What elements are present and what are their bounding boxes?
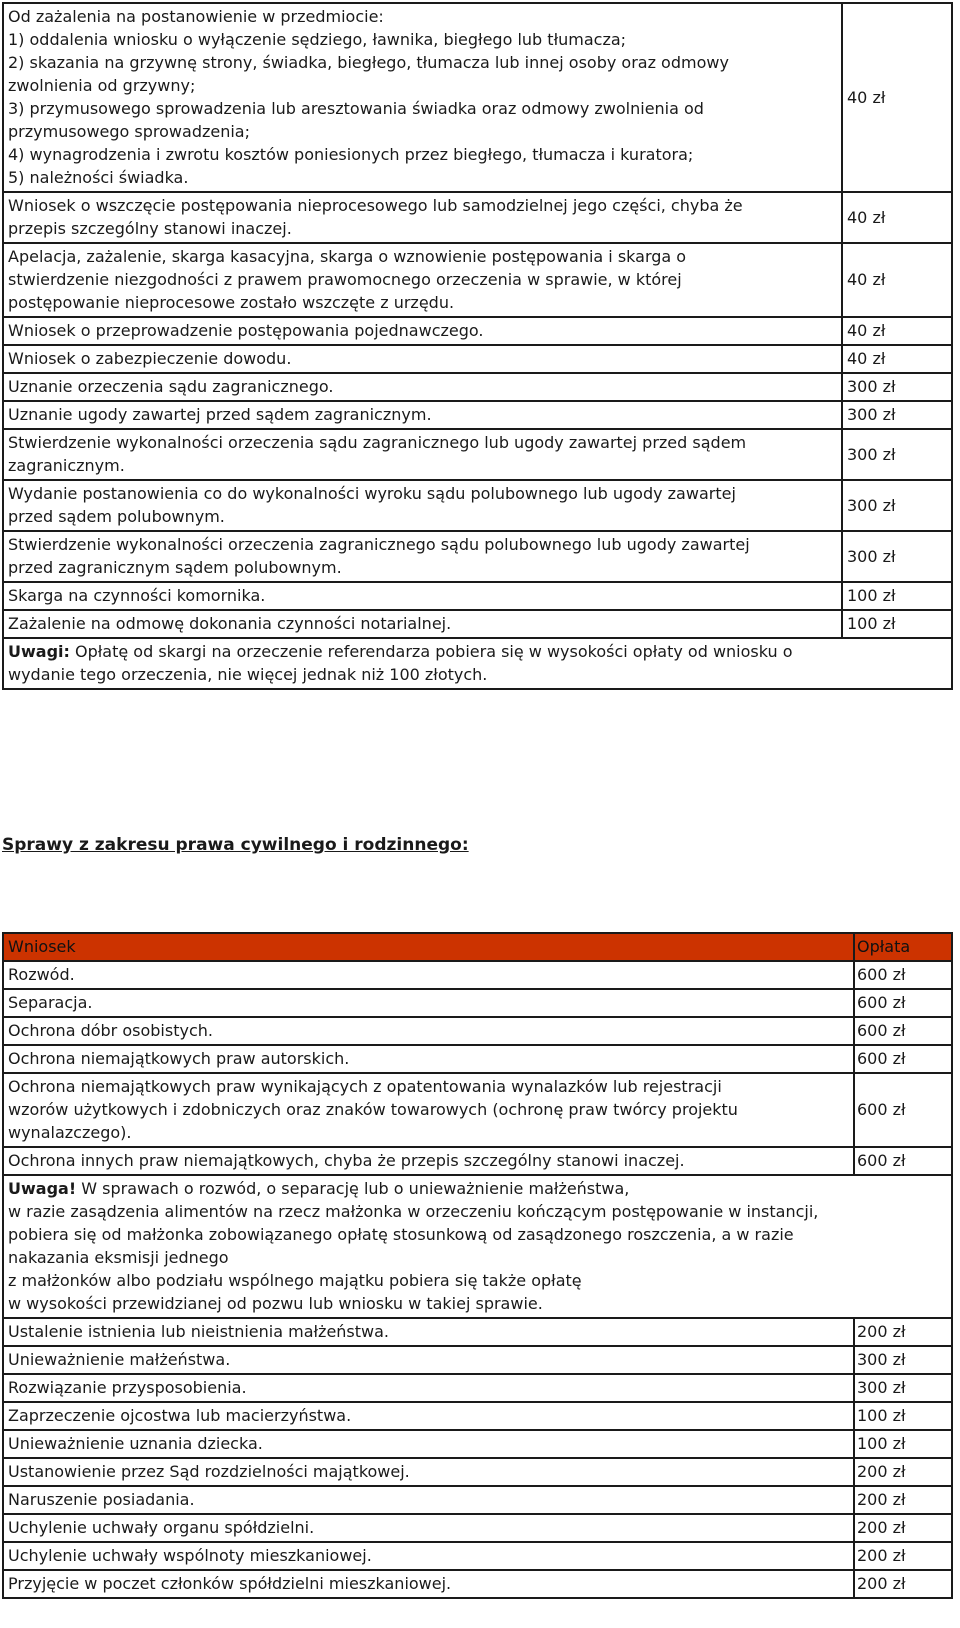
fee-cell: 100 zł xyxy=(842,610,952,638)
request-text-line: wynalazczego). xyxy=(8,1123,132,1142)
table-row xyxy=(3,1318,952,1346)
request-text-line: przepis szczególny stanowi inaczej. xyxy=(8,219,292,238)
fee-cell: 100 zł xyxy=(854,1402,952,1430)
fee-cell: 200 zł xyxy=(854,1542,952,1570)
table-row xyxy=(3,1486,952,1514)
fee-cell: 300 zł xyxy=(842,531,952,582)
fee-cell: 40 zł xyxy=(842,345,952,373)
table-row xyxy=(3,610,952,638)
request-cell xyxy=(3,401,842,429)
fee-table-civil-body-b xyxy=(3,1318,952,1598)
request-cell xyxy=(3,531,842,582)
request-text-line: Uznanie orzeczenia sądu zagranicznego. xyxy=(8,377,334,396)
request-text-line: Ustalenie istnienia lub nieistnienia małżeństwa. xyxy=(8,1322,390,1341)
fee-cell: 40 zł xyxy=(842,3,952,192)
fee-table-civil-family xyxy=(2,932,953,1599)
table-row xyxy=(3,961,952,989)
request-text-line: Przyjęcie w poczet członków spółdzielni mieszkaniowej. xyxy=(8,1574,452,1593)
request-cell xyxy=(3,345,842,373)
table-row xyxy=(3,1147,952,1175)
fee-cell: 600 zł xyxy=(854,961,952,989)
fee-cell: 300 zł xyxy=(842,480,952,531)
request-cell xyxy=(3,989,854,1017)
request-text-line: Stwierdzenie wykonalności orzeczenia zagranicznego sądu polubownego lub ugody zawartej xyxy=(8,535,750,554)
request-cell xyxy=(3,1374,854,1402)
header-fee: Opłata xyxy=(854,933,952,961)
request-text-line: przed sądem polubownym. xyxy=(8,507,225,526)
note-text-first: W sprawach o rozwód, o separację lub o unieważnienie małżeństwa, xyxy=(76,1179,630,1198)
request-text-line: zagranicznym. xyxy=(8,456,125,475)
request-text-line: 2) skazania na grzywnę strony, świadka, biegłego, tłumacza lub innej osoby oraz odmowy xyxy=(8,53,729,72)
table-row xyxy=(3,401,952,429)
request-text-line: Uchylenie uchwały wspólnoty mieszkaniowej. xyxy=(8,1546,372,1565)
request-text-line: zwolnienia od grzywny; xyxy=(8,76,196,95)
header-request: Wniosek xyxy=(3,933,854,961)
fee-cell: 600 zł xyxy=(854,1073,952,1147)
table-row xyxy=(3,243,952,317)
note-text-line: z małżonków albo podziału wspólnego majątku pobiera się także opłatę xyxy=(8,1271,582,1290)
table-header-row xyxy=(3,933,952,961)
request-cell xyxy=(3,1346,854,1374)
table-row xyxy=(3,1017,952,1045)
note-label: Uwaga! xyxy=(8,1179,77,1198)
fee-cell: 100 zł xyxy=(854,1430,952,1458)
note-label: Uwagi: xyxy=(8,642,70,661)
table-row xyxy=(3,192,952,243)
fee-cell: 200 zł xyxy=(854,1458,952,1486)
request-cell xyxy=(3,1147,854,1175)
request-cell xyxy=(3,243,842,317)
request-cell xyxy=(3,192,842,243)
request-text-line: Separacja. xyxy=(8,993,93,1012)
table-row xyxy=(3,345,952,373)
request-text-line: Zażalenie na odmowę dokonania czynności notarialnej. xyxy=(8,614,452,633)
request-cell xyxy=(3,610,842,638)
fee-cell: 200 zł xyxy=(854,1570,952,1598)
request-text-line: Ochrona innych praw niemajątkowych, chyba że przepis szczególny stanowi inaczej. xyxy=(8,1151,685,1170)
request-cell xyxy=(3,429,842,480)
fee-cell: 600 zł xyxy=(854,989,952,1017)
request-text-line: przymusowego sprowadzenia; xyxy=(8,122,250,141)
fee-table-general xyxy=(2,2,953,690)
table-row xyxy=(3,429,952,480)
table-note-row xyxy=(3,638,952,689)
request-text-line: postępowanie nieprocesowe zostało wszczęte z urzędu. xyxy=(8,293,455,312)
fee-table-civil-body-a xyxy=(3,961,952,1175)
request-text-line: wzorów użytkowych i zdobniczych oraz znaków towarowych (ochronę praw twórcy projektu xyxy=(8,1100,738,1119)
request-text-line: Rozwód. xyxy=(8,965,75,984)
request-text-line: Uznanie ugody zawartej przed sądem zagranicznym. xyxy=(8,405,432,424)
request-cell xyxy=(3,1073,854,1147)
table-row xyxy=(3,582,952,610)
request-text-line: Unieważnienie uznania dziecka. xyxy=(8,1434,263,1453)
request-cell xyxy=(3,1486,854,1514)
request-cell xyxy=(3,1542,854,1570)
note-text-line-1: Opłatę od skargi na orzeczenie referendarza pobiera się w wysokości opłaty od wniosku o xyxy=(69,642,793,661)
request-text-line: 3) przymusowego sprowadzenia lub aresztowania świadka oraz odmowy zwolnienia od xyxy=(8,99,704,118)
request-cell xyxy=(3,961,854,989)
request-text-line: Ochrona niemajątkowych praw autorskich. xyxy=(8,1049,350,1068)
table-row xyxy=(3,480,952,531)
request-text-line: Uchylenie uchwały organu spółdzielni. xyxy=(8,1518,315,1537)
table-row xyxy=(3,373,952,401)
request-text-line: Wniosek o zabezpieczenie dowodu. xyxy=(8,349,292,368)
request-text-line: Ochrona niemajątkowych praw wynikających z opatentowania wynalazków lub rejestracji xyxy=(8,1077,722,1096)
note-text-lines xyxy=(8,1200,947,1315)
request-cell xyxy=(3,1430,854,1458)
fee-cell: 300 zł xyxy=(854,1374,952,1402)
table-note-row xyxy=(3,1175,952,1318)
request-cell xyxy=(3,582,842,610)
request-cell xyxy=(3,1318,854,1346)
request-text-line: 4) wynagrodzenia i zwrotu kosztów poniesionych przez biegłego, tłumacza i kuratora; xyxy=(8,145,694,164)
fee-cell: 40 zł xyxy=(842,317,952,345)
table-row xyxy=(3,1514,952,1542)
request-cell xyxy=(3,1045,854,1073)
fee-cell: 600 zł xyxy=(854,1045,952,1073)
fee-cell: 600 zł xyxy=(854,1147,952,1175)
request-cell xyxy=(3,317,842,345)
table-row xyxy=(3,1402,952,1430)
request-cell xyxy=(3,1402,854,1430)
request-text-line: Apelacja, zażalenie, skarga kasacyjna, skarga o wznowienie postępowania i skarga o xyxy=(8,247,687,266)
request-text-line: przed zagranicznym sądem polubownym. xyxy=(8,558,342,577)
fee-cell: 100 zł xyxy=(842,582,952,610)
request-text-line: Wniosek o przeprowadzenie postępowania pojednawczego. xyxy=(8,321,484,340)
table-row xyxy=(3,1458,952,1486)
request-text-line: 1) oddalenia wniosku o wyłączenie sędziego, ławnika, biegłego lub tłumacza; xyxy=(8,30,627,49)
note-text-line: pobiera się od małżonka zobowiązanego opłatę stosunkową od zasądzonego roszczenia, a w razie xyxy=(8,1225,794,1244)
request-text-line: Naruszenie posiadania. xyxy=(8,1490,195,1509)
table-row xyxy=(3,1430,952,1458)
table-row xyxy=(3,1045,952,1073)
note-text-line: w razie zasądzenia alimentów na rzecz małżonka w orzeczeniu kończącym postępowanie w instancji, xyxy=(8,1202,819,1221)
table-row xyxy=(3,989,952,1017)
request-text-line: Wniosek o wszczęcie postępowania nieprocesowego lub samodzielnej jego części, chyba że xyxy=(8,196,743,215)
note-cell xyxy=(3,638,952,689)
fee-cell: 40 zł xyxy=(842,243,952,317)
request-cell xyxy=(3,3,842,192)
request-text-line: 5) należności świadka. xyxy=(8,168,189,187)
table-row xyxy=(3,1346,952,1374)
fee-cell: 40 zł xyxy=(842,192,952,243)
note-text-line-2: wydanie tego orzeczenia, nie więcej jednak niż 100 złotych. xyxy=(8,665,488,684)
request-text-line: stwierdzenie niezgodności z prawem prawomocnego orzeczenia w sprawie, w której xyxy=(8,270,682,289)
fee-cell: 600 zł xyxy=(854,1017,952,1045)
table-row xyxy=(3,1073,952,1147)
fee-cell: 300 zł xyxy=(842,429,952,480)
table-row xyxy=(3,317,952,345)
request-text-line: Stwierdzenie wykonalności orzeczenia sądu zagranicznego lub ugody zawartej przed sądem xyxy=(8,433,747,452)
request-text-line: Unieważnienie małżeństwa. xyxy=(8,1350,231,1369)
table-row xyxy=(3,1542,952,1570)
fee-cell: 200 zł xyxy=(854,1486,952,1514)
fee-cell: 300 zł xyxy=(842,401,952,429)
fee-cell: 200 zł xyxy=(854,1514,952,1542)
table-row xyxy=(3,1374,952,1402)
fee-cell: 300 zł xyxy=(842,373,952,401)
fee-cell: 200 zł xyxy=(854,1318,952,1346)
note-cell xyxy=(3,1175,952,1318)
note-text-line: nakazania eksmisji jednego xyxy=(8,1248,229,1267)
note-text-line: w wysokości przewidzianej od pozwu lub wniosku w takiej sprawie. xyxy=(8,1294,543,1313)
section-heading: Sprawy z zakresu prawa cywilnego i rodzinnego: xyxy=(2,835,469,855)
request-cell xyxy=(3,1458,854,1486)
request-cell xyxy=(3,1570,854,1598)
request-text-line: Wydanie postanowienia co do wykonalności wyroku sądu polubownego lub ugody zawartej xyxy=(8,484,736,503)
table-row xyxy=(3,1570,952,1598)
request-text-line: Od zażalenia na postanowienie w przedmiocie: xyxy=(8,7,384,26)
table-row xyxy=(3,3,952,192)
request-text-line: Ochrona dóbr osobistych. xyxy=(8,1021,213,1040)
request-text-line: Rozwiązanie przysposobienia. xyxy=(8,1378,247,1397)
request-text-line: Zaprzeczenie ojcostwa lub macierzyństwa. xyxy=(8,1406,352,1425)
request-cell xyxy=(3,480,842,531)
request-cell xyxy=(3,373,842,401)
fee-cell: 300 zł xyxy=(854,1346,952,1374)
request-cell xyxy=(3,1017,854,1045)
fee-table-general-body xyxy=(3,3,952,638)
request-text-line: Skarga na czynności komornika. xyxy=(8,586,266,605)
request-text-line: Ustanowienie przez Sąd rozdzielności majątkowej. xyxy=(8,1462,410,1481)
request-cell xyxy=(3,1514,854,1542)
table-row xyxy=(3,531,952,582)
